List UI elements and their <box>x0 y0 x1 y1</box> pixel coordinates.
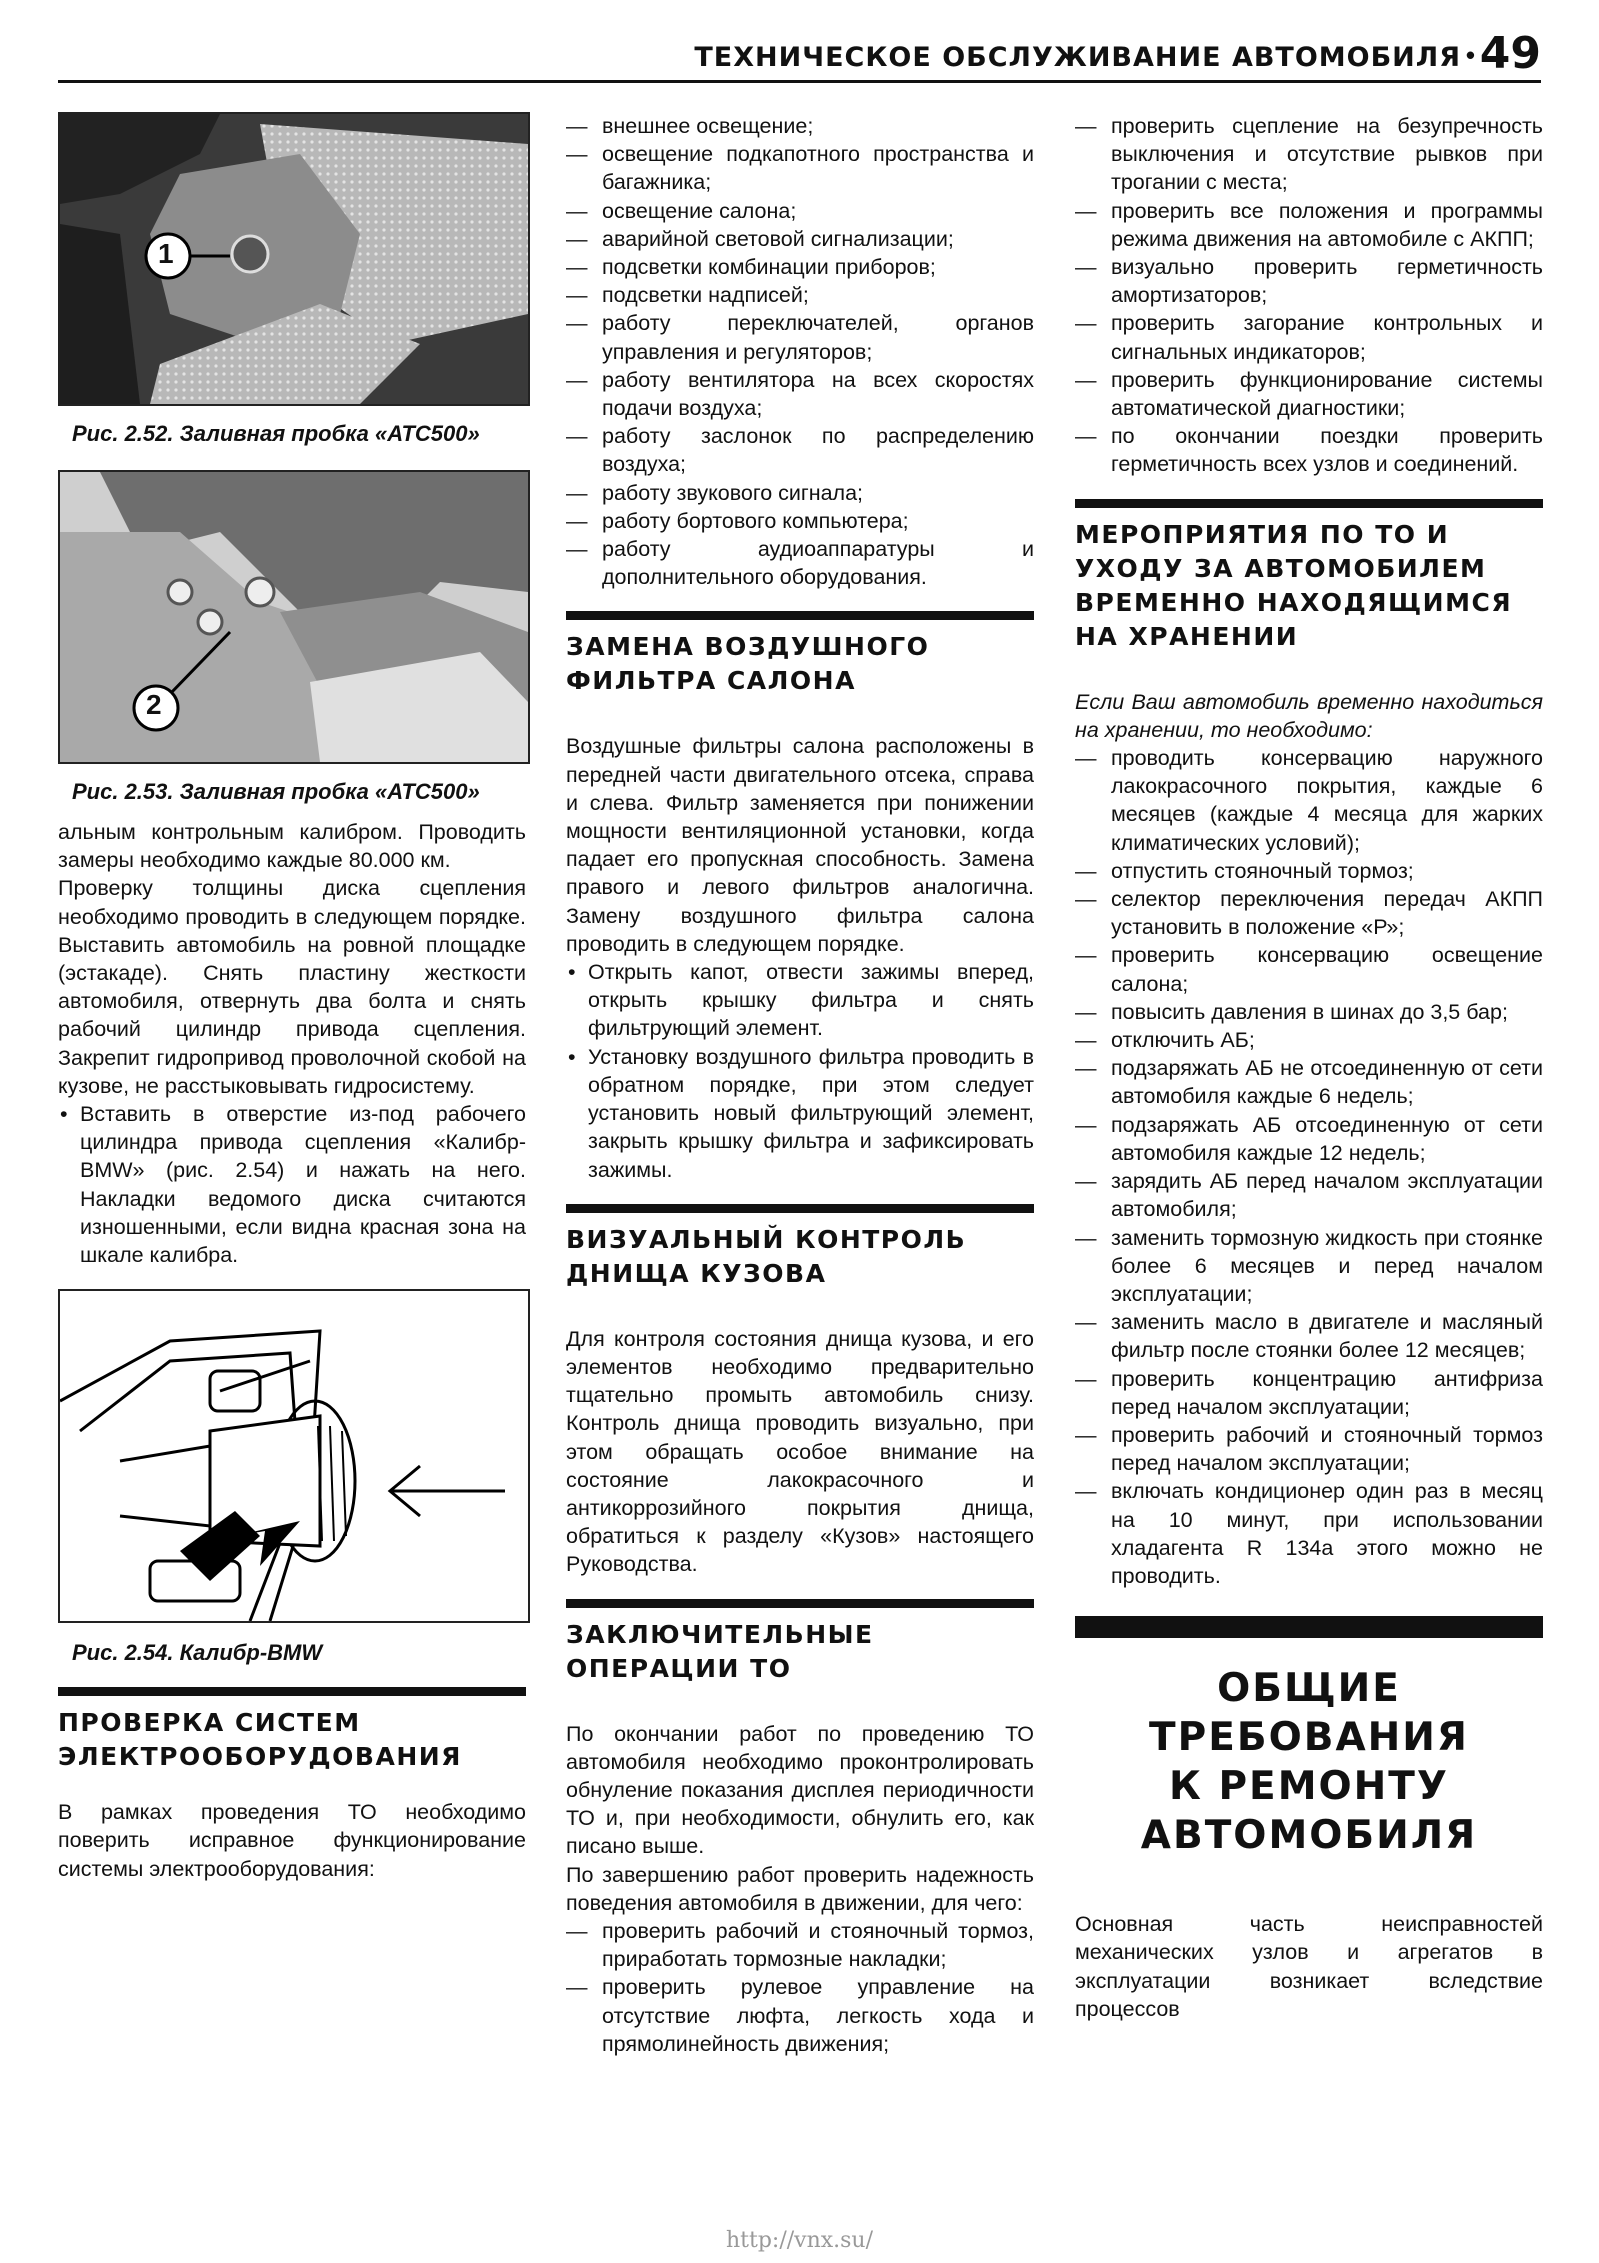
footer-url: http://vnx.su/ <box>725 2228 874 2253</box>
column-2 <box>566 112 1034 2058</box>
paragraph-electrical: В рамках проведения ТО необходимо поверить исправное функционирование системы электрооборудования: <box>58 1800 526 1881</box>
storage-checklist <box>1075 744 1543 1590</box>
title-separator: • <box>1465 40 1475 70</box>
section-title-underbody: ВИЗУАЛЬНЫЙ КОНТРОЛЬ ДНИЩА КУЗОВА <box>566 1224 967 1288</box>
list-item: — заменить тормозную жидкость при стоянке более 6 месяцев и перед началом эксплуатации; <box>1075 1224 1543 1309</box>
filler-plug-photo-2 <box>60 472 528 762</box>
paragraph-cabin-filter: Воздушные фильтры салона расположены в передней части двигательного отсека, справа и слева. Фильтр заменяется при понижении мощности вентиляционной установки, когда падает его пропускная способность. Замена правого и левого фильтров аналогична. Замену воздушного фильтра салона проводить в следующем порядке. <box>566 734 1034 956</box>
electrical-checklist <box>566 112 1034 591</box>
section-cabin-filter <box>566 611 1034 698</box>
callout-marker-1: 1 <box>158 238 174 269</box>
section-title-cabin-filter: ЗАМЕНА ВОЗДУШНОГО ФИЛЬТРА САЛОНА <box>566 632 930 696</box>
list-item: — освещение салона; <box>566 197 1034 225</box>
list-item: — внешнее освещение; <box>566 112 1034 140</box>
list-item: — проверить консервацию освещение салона; <box>1075 941 1543 997</box>
paragraph-final-1: По окончании работ по проведению ТО автомобиля необходимо проконтролировать обнуление показания дисплея периодичности ТО и, при необходимости, обнулить его, как писано выше. <box>566 1721 1034 1859</box>
paragraph-chapter-intro: Основная часть неисправностей механических узлов и агрегатов в эксплуатации возникает вследствие процессов <box>1075 1912 1543 2021</box>
list-item: — проверить рабочий и стояночный тормоз, приработать тормозные накладки; <box>566 1917 1034 1973</box>
list-item: — повысить давления в шинах до 3,5 бар; <box>1075 998 1543 1026</box>
figure-2-52-caption: Рис. 2.52. Заливная пробка «ATC500» <box>72 421 480 446</box>
chapter-title-line: ОБЩИЕ <box>1217 1666 1401 1712</box>
chapter-heading-block <box>1075 1616 1543 1860</box>
filler-plug-photo-1 <box>60 114 528 404</box>
bullet-item: • Вставить в отверстие из-под рабочего цилиндра привода сцепления «Калибр-BMW» (рис. 2.54) и нажать на него. Накладки ведомого диска считаются изношенными, если видна красная зона на шкале калибра. <box>58 1100 526 1269</box>
list-item: — зарядить АБ перед началом эксплуатации автомобиля; <box>1075 1167 1543 1223</box>
list-item: — проверить все положения и программы режима движения на автомобиле с АКПП; <box>1075 197 1543 253</box>
paragraph-final-2: По завершению работ проверить надежность поведения автомобиля в движении, для чего: <box>566 1862 1034 1915</box>
chapter-title-line: АВТОМОБИЛЯ <box>1140 1813 1478 1859</box>
paragraph-calibre: альным контрольным калибром. Проводить замеры необходимо каждые 80.000 км. <box>58 820 526 873</box>
final-checklist <box>566 1917 1034 2058</box>
list-item: — аварийной световой сигнализации; <box>566 225 1034 253</box>
chapter-title-line: ТРЕБОВАНИЯ <box>1149 1715 1469 1761</box>
list-item: — проверить концентрацию антифриза перед началом эксплуатации; <box>1075 1365 1543 1421</box>
section-underbody <box>566 1204 1034 1291</box>
list-item: — проводить консервацию наружного лакокрасочного покрытия, каждые 6 месяцев (каждые 4 месяца для жарких климатических условий); <box>1075 744 1543 857</box>
figure-2-53-caption: Рис. 2.53. Заливная пробка «ATC500» <box>72 779 480 804</box>
running-title: ТЕХНИЧЕСКОЕ ОБСЛУЖИВАНИЕ АВТОМОБИЛЯ <box>694 42 1461 73</box>
list-item: — подсветки комбинации приборов; <box>566 253 1034 281</box>
list-item: — подзаряжать АБ не отсоединенную от сети автомобиля каждые 6 недель; <box>1075 1054 1543 1110</box>
bullet-item: • Открыть капот, отвести зажимы вперед, открыть крышку фильтра и снять фильтрующий элемент. <box>566 958 1034 1043</box>
list-item: — проверить сцепление на безупречность выключения и отсутствие рывков при трогании с места; <box>1075 112 1543 197</box>
page-number: 49 <box>1479 28 1541 79</box>
list-item: — по окончании поездки проверить герметичность всех узлов и соединений. <box>1075 422 1543 478</box>
list-item: — работу бортового компьютера; <box>566 507 1034 535</box>
paragraph-underbody: Для контроля состояния днища кузова, и его элементов необходимо предварительно тщательно промыть автомобиль снизу. Контроль днища проводить визуально, при этом обращать особое внимание на состояние лакокрасочного и антикоррозийного покрытия днища, обратиться к разделу «Кузов» настоящего Руководства. <box>566 1326 1034 1577</box>
figure-2-54-drawing <box>58 1289 530 1623</box>
list-item: — отключить АБ; <box>1075 1026 1543 1054</box>
list-item: — заменить масло в двигателе и масляный фильтр после стоянки более 12 месяцев; <box>1075 1308 1543 1364</box>
bullet-item: • Установку воздушного фильтра проводить в обратном порядке, при этом следует установить новый фильтрующий элемент, закрыть крышку фильтра и зафиксировать зажимы. <box>566 1043 1034 1184</box>
list-item: — селектор переключения передач АКПП установить в положение «Р»; <box>1075 885 1543 941</box>
list-item: — освещение подкапотного пространства и багажника; <box>566 140 1034 196</box>
section-title-storage: МЕРОПРИЯТИЯ ПО ТО И УХОДУ ЗА АВТОМОБИЛЕМ ВРЕМЕННО НАХОДЯЩИМСЯ НА ХРАНЕНИИ <box>1075 519 1513 651</box>
section-final-operations <box>566 1599 1034 1686</box>
list-item: — отпустить стояночный тормоз; <box>1075 857 1543 885</box>
page-header <box>58 30 1541 83</box>
section-electrical <box>58 1687 526 1774</box>
cabin-filter-bullets <box>566 958 1034 1184</box>
list-item: — подзаряжать АБ отсоединенную от сети автомобиля каждые 12 недель; <box>1075 1111 1543 1167</box>
list-item: — работу заслонок по распределению воздуха; <box>566 422 1034 478</box>
list-item: — подсветки надписей; <box>566 281 1034 309</box>
paragraph-clutch-check: Проверку толщины диска сцепления необходимо проводить в следующем порядке. Выставить автомобиль на ровной площадке (эстакаде). Снять пластину жесткости автомобиля, отвернуть два болта и снять рабочий цилиндр привода сцепления. Закрепит гидропривод проволочной скобой на кузове, не расстыковывать гидросистему. <box>58 876 526 1098</box>
list-item: — проверить рулевое управление на отсутствие люфта, легкость хода и прямолинейность движения; <box>566 1973 1034 2058</box>
list-item: — работу звукового сигнала; <box>566 479 1034 507</box>
list-item: — проверить функционирование системы автоматической диагностики; <box>1075 366 1543 422</box>
clutch-bullets <box>58 1100 526 1269</box>
column-1 <box>58 112 526 1883</box>
chapter-title-line: К РЕМОНТУ <box>1169 1764 1449 1810</box>
list-item: — работу вентилятора на всех скоростях подачи воздуха; <box>566 366 1034 422</box>
chapter-title <box>1075 1664 1543 1860</box>
list-item: — визуально проверить герметичность амортизаторов; <box>1075 253 1543 309</box>
list-item: — включать кондиционер один раз в месяц на 10 минут, при использовании хладагента R 134a этого можно не проводить. <box>1075 1477 1543 1590</box>
figure-2-53-photo <box>58 470 530 764</box>
bmw-gauge-drawing <box>60 1291 528 1621</box>
section-title-final-operations: ЗАКЛЮЧИТЕЛЬНЫЕ ОПЕРАЦИИ ТО <box>566 1619 874 1683</box>
list-item: — проверить рабочий и стояночный тормоз перед началом эксплуатации; <box>1075 1421 1543 1477</box>
figure-2-54-caption: Рис. 2.54. Калибр-BMW <box>72 1640 323 1666</box>
column-3 <box>1075 112 1543 2023</box>
list-item: — проверить загорание контрольных и сигнальных индикаторов; <box>1075 309 1543 365</box>
section-storage <box>1075 499 1543 654</box>
section-title-electrical: ПРОВЕРКА СИСТЕМ ЭЛЕКТРООБОРУДОВАНИЯ <box>58 1708 462 1772</box>
list-item: — работу переключателей, органов управления и регуляторов; <box>566 309 1034 365</box>
list-item: — работу аудиоаппаратуры и дополнительного оборудования. <box>566 535 1034 591</box>
driving-checklist <box>1075 112 1543 479</box>
paragraph-storage-intro: Если Ваш автомобиль временно находиться на хранении, то необходимо: <box>1075 689 1543 742</box>
figure-2-52-photo <box>58 112 530 406</box>
callout-marker-2: 2 <box>146 689 162 720</box>
